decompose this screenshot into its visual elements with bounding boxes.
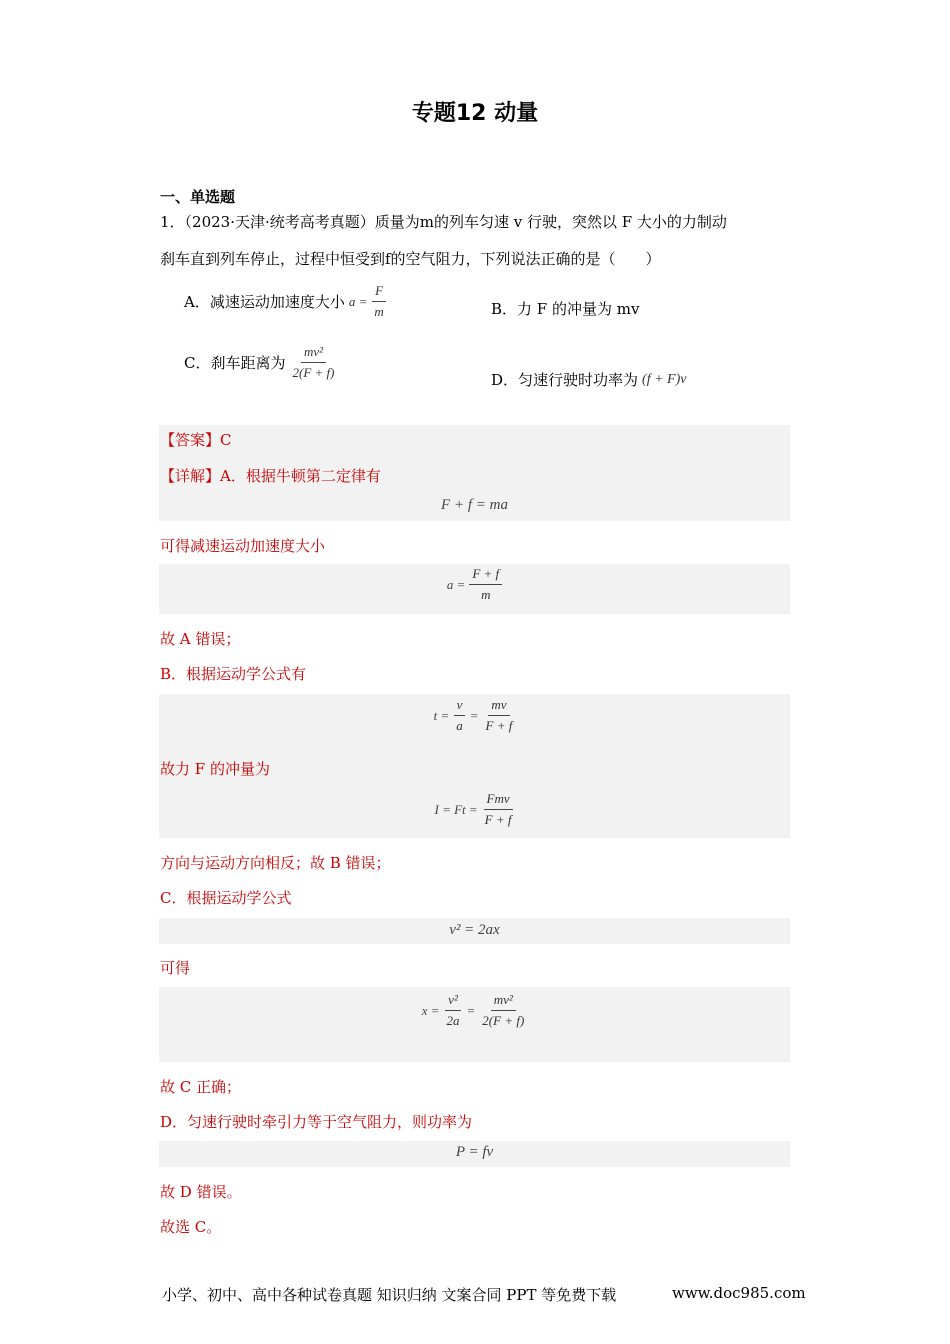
equation-4 xyxy=(159,791,790,828)
eq2-lhs: a = xyxy=(446,576,466,592)
option-c-label: C．刹车距离为 xyxy=(184,354,286,372)
eq6-den-1: 2a xyxy=(446,1013,460,1028)
equation-2 xyxy=(159,566,790,603)
eq3-num-2: mv xyxy=(488,697,509,716)
question-line-1: 1．（2023·天津·统考高考真题）质量为m的列车匀速 v 行驶，突然以 F 大小的力制动 xyxy=(160,213,727,231)
equation-5: v² = 2ax xyxy=(449,922,500,938)
text-9: 故 C 正确； xyxy=(160,1078,242,1096)
equation-6 xyxy=(159,992,790,1029)
text-10: D．匀速行驶时牵引力等于空气阻力，则功率为 xyxy=(160,1113,473,1131)
footer-left-text: 小学、初中、高中各种试卷真题 知识归纳 文案合同 PPT 等免费下载 xyxy=(162,1286,617,1304)
text-2: 可得减速运动加速度大小 xyxy=(160,537,326,555)
option-a-fraction xyxy=(371,283,386,320)
eq3-equals: = xyxy=(469,707,479,723)
eq4-den: F + f xyxy=(484,812,512,827)
option-d-label: D．匀速行驶时功率为 xyxy=(491,371,639,389)
option-a xyxy=(184,283,387,320)
text-11: 故 D 错误。 xyxy=(160,1183,242,1201)
eq6-num-1: v² xyxy=(445,992,461,1011)
question-line-2: 刹车直到列车停止，过程中恒受到f的空气阻力，下列说法正确的是（ ） xyxy=(160,250,661,268)
eq4-fraction xyxy=(482,791,515,828)
equation-1: F + f = ma xyxy=(441,497,508,513)
eq3-den-2: F + f xyxy=(485,718,513,733)
eq6-fraction-1 xyxy=(444,992,463,1029)
eq3-fraction-2 xyxy=(483,697,516,734)
eq4-lhs: I = Ft = xyxy=(434,801,478,817)
answer-text: 【答案】C xyxy=(160,431,232,449)
option-b: B．力 F 的冲量为 mv xyxy=(491,300,640,318)
eq6-equals: = xyxy=(466,1002,476,1018)
equation-7: P = fv xyxy=(455,1144,494,1160)
text-12: 故选 C。 xyxy=(160,1218,222,1236)
option-a-den: m xyxy=(374,304,384,319)
eq2-den: m xyxy=(481,587,491,602)
option-a-num: F xyxy=(372,283,386,302)
eq3-den-1: a xyxy=(456,718,463,733)
eq4-num: Fmv xyxy=(484,791,513,810)
eq3-num-1: v xyxy=(454,697,466,716)
eq6-num-2: mv² xyxy=(491,992,516,1011)
eq3-fraction-1 xyxy=(453,697,466,734)
eq6-fraction-2 xyxy=(479,992,527,1029)
detail-heading: 【详解】A．根据牛顿第二定律有 xyxy=(160,467,381,485)
option-c-num: mv² xyxy=(301,344,326,363)
option-a-label: A．减速运动加速度大小 xyxy=(184,293,345,311)
eq6-den-2: 2(F + f) xyxy=(482,1013,525,1028)
option-d xyxy=(491,369,686,390)
option-a-lhs: a = xyxy=(348,293,368,309)
text-3: 故 A 错误； xyxy=(160,630,241,648)
footer-website-link[interactable]: www.doc985.com xyxy=(672,1284,806,1302)
eq6-lhs: x = xyxy=(421,1002,440,1018)
section-heading: 一、单选题 xyxy=(160,188,236,206)
option-c xyxy=(184,344,337,381)
eq2-num: F + f xyxy=(469,566,502,585)
option-c-den: 2(F + f) xyxy=(292,365,335,380)
text-7: C．根据运动学公式 xyxy=(160,889,292,907)
option-c-fraction xyxy=(289,344,337,381)
text-5: 故力 F 的冲量为 xyxy=(160,760,270,778)
text-6: 方向与运动方向相反；故 B 错误； xyxy=(160,854,391,872)
eq3-lhs: t = xyxy=(433,707,450,723)
option-d-formula: (f + F)v xyxy=(642,371,687,387)
text-8: 可得 xyxy=(160,959,191,977)
page-title: 专题12 动量 xyxy=(411,101,539,126)
eq2-fraction xyxy=(469,566,502,603)
equation-3 xyxy=(159,697,790,734)
text-4: B．根据运动学公式有 xyxy=(160,665,307,683)
